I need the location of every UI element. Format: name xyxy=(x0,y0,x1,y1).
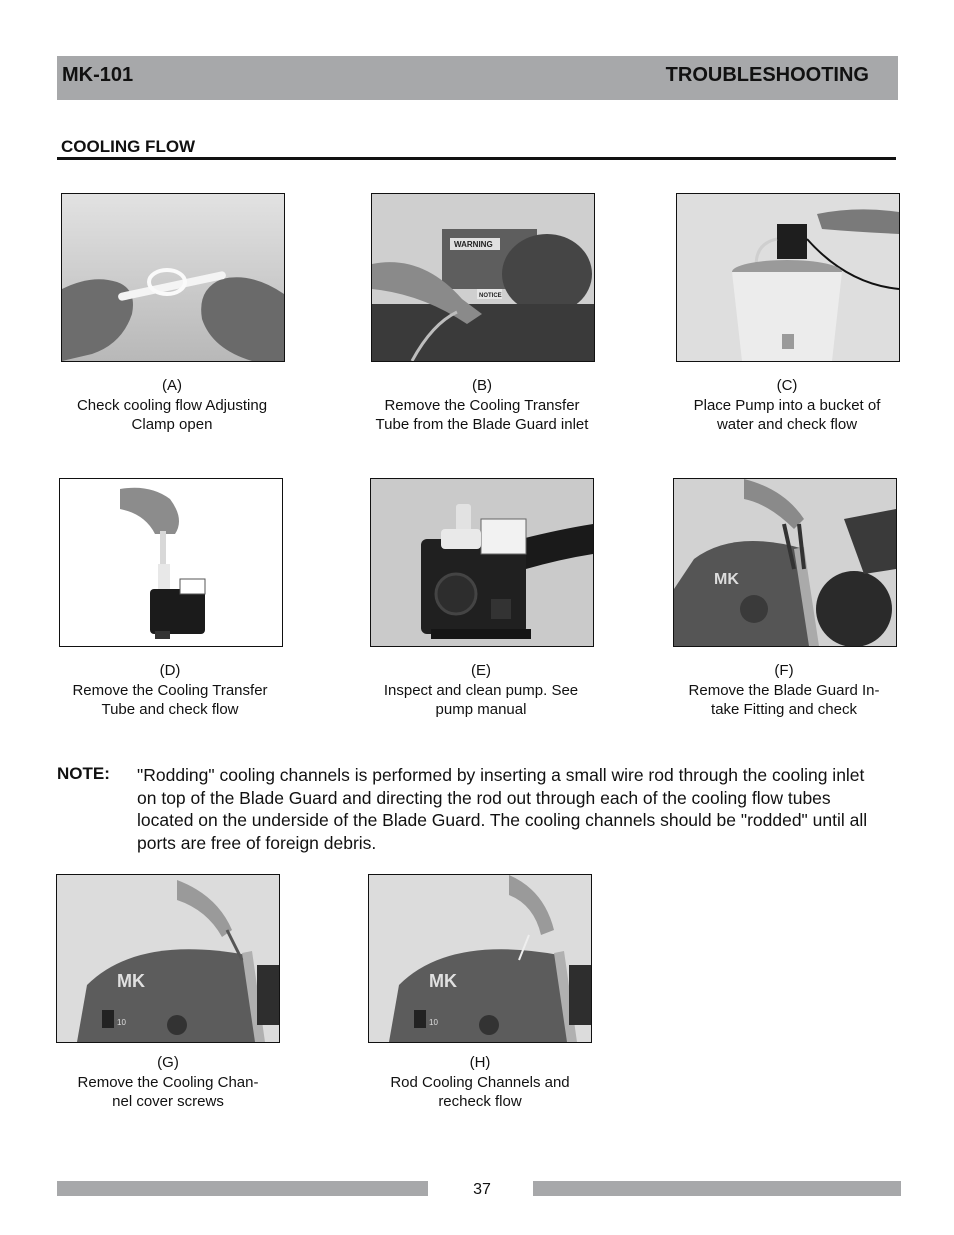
figure-a-photo xyxy=(61,193,285,362)
figure-e-line1: Inspect and clean pump. See xyxy=(383,681,579,699)
pump-closeup-photo xyxy=(371,479,593,646)
figure-d-label: (D) xyxy=(159,662,181,679)
mk-logo-text-h: MK xyxy=(429,971,457,991)
figure-g-photo xyxy=(56,874,280,1043)
figure-g-line2: nel cover screws xyxy=(112,1093,224,1110)
figure-h-caption xyxy=(355,1053,605,1112)
figure-c-photo xyxy=(676,193,900,362)
blade-guard-rod-photo xyxy=(369,875,591,1042)
dial-number-g: 10 xyxy=(117,1018,126,1027)
mk-logo-text-g: MK xyxy=(117,971,145,991)
figure-a-label: (A) xyxy=(162,377,182,394)
figure-b-caption xyxy=(357,376,607,435)
figure-f-caption xyxy=(659,661,909,720)
figure-d-photo xyxy=(59,478,283,647)
saw-motor-tube-photo xyxy=(372,194,594,361)
model-title: MK-101 xyxy=(62,64,134,86)
figure-h-label: (H) xyxy=(469,1054,491,1071)
mk-logo-text: MK xyxy=(714,571,739,588)
figure-b-photo xyxy=(371,193,595,362)
figure-f-photo xyxy=(673,478,897,647)
figure-d-caption xyxy=(45,661,295,720)
footer-bar-right xyxy=(533,1181,901,1196)
figure-a-line2: Clamp open xyxy=(131,416,213,433)
figure-a-caption xyxy=(47,376,297,435)
figure-c-caption xyxy=(662,376,912,435)
figure-e-line2: pump manual xyxy=(435,701,527,718)
figure-c-label: (C) xyxy=(776,377,798,394)
page-number: 37 xyxy=(473,1181,491,1198)
blade-guard-screws-photo xyxy=(57,875,279,1042)
section-title: COOLING FLOW xyxy=(61,137,196,156)
dial-number-h: 10 xyxy=(429,1018,438,1027)
figure-f-line2: take Fitting and check xyxy=(711,701,857,718)
figure-h-line1: Rod Cooling Channels and xyxy=(390,1073,570,1091)
figure-e-caption xyxy=(356,661,606,720)
figure-g-line1: Remove the Cooling Chan- xyxy=(77,1073,259,1091)
note-text: "Rodding" cooling channels is performed by inserting a small wire rod through the cooling inlet on top of the Blade Guard and directing the rod out through each of the cooling flow tubes located on the underside of the Blade Guard. The cooling channels should be "rodded" until all ports are free of foreign debris. xyxy=(137,765,868,853)
figure-f-label: (F) xyxy=(774,662,794,679)
figure-d-line1: Remove the Cooling Transfer xyxy=(72,681,268,699)
blade-guard-pliers-photo xyxy=(674,479,896,646)
figure-b-line2: Tube from the Blade Guard inlet xyxy=(375,416,589,433)
figure-e-label: (E) xyxy=(471,662,491,679)
figure-g-caption xyxy=(43,1053,293,1112)
figure-e-photo xyxy=(370,478,594,647)
figure-f-line1: Remove the Blade Guard In- xyxy=(688,681,880,699)
figure-c-line1: Place Pump into a bucket of xyxy=(693,396,881,414)
footer-bar-left xyxy=(57,1181,428,1196)
figure-a-line1: Check cooling flow Adjusting xyxy=(76,396,268,414)
note-label: NOTE: xyxy=(57,764,110,783)
figure-c-line2: water and check flow xyxy=(716,416,858,433)
figure-h-line2: recheck flow xyxy=(438,1093,522,1110)
figure-d-line2: Tube and check flow xyxy=(101,701,239,718)
notice-label-text: NOTICE xyxy=(479,293,502,299)
pump-tube-photo xyxy=(60,479,282,646)
section-heading: TROUBLESHOOTING xyxy=(665,64,869,86)
hands-holding-clamp-photo xyxy=(62,194,284,361)
figure-g-label: (G) xyxy=(157,1054,179,1071)
figure-h-photo xyxy=(368,874,592,1043)
pump-bucket-photo xyxy=(677,194,899,361)
figure-b-line1: Remove the Cooling Transfer xyxy=(384,396,580,414)
warning-label-text: WARNING xyxy=(454,240,493,249)
section-divider xyxy=(57,157,896,160)
figure-b-label: (B) xyxy=(472,377,492,394)
